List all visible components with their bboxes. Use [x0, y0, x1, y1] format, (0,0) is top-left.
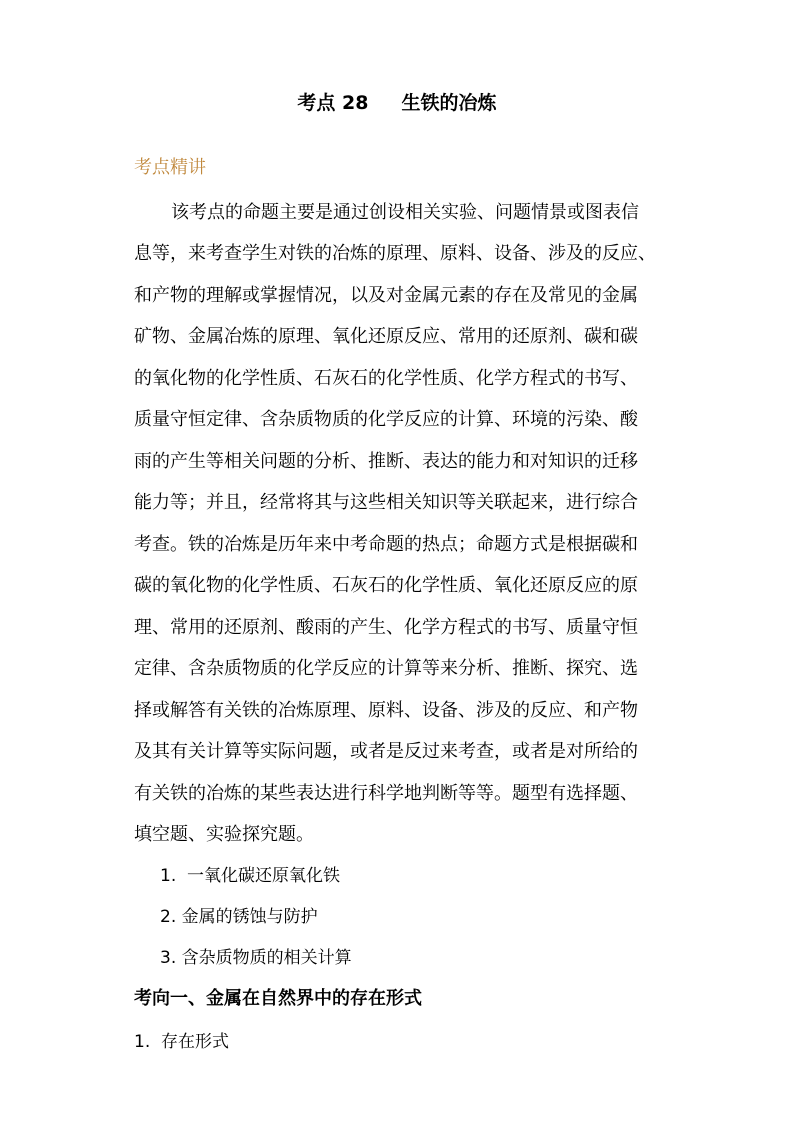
paragraph-line: 质量守恒定律、含杂质物质的化学反应的计算、环境的污染、酸 — [134, 409, 638, 430]
paragraph-line: 考查。铁的冶炼是历年来中考命题的热点；命题方式是根据碳和 — [134, 534, 638, 555]
paragraph-line: 定律、含杂质物质的化学反应的计算等来分析、推断、探究、选 — [134, 658, 638, 679]
sub-item: 1. 存在形式 — [134, 1032, 230, 1052]
paragraph-line: 和产物的理解或掌握情况，以及对金属元素的存在及常见的金属 — [134, 285, 638, 306]
paragraph-line: 的氧化物的化学性质、石灰石的化学性质、化学方程式的书写、 — [134, 368, 638, 389]
section-heading: 考点精讲 — [134, 157, 206, 178]
list-item: 1. 一氧化碳还原氧化铁 — [160, 866, 341, 886]
paragraph-line: 该考点的命题主要是通过创设相关实验、问题情景或图表信 — [171, 202, 639, 223]
paragraph-line: 息等，来考查学生对铁的冶炼的原理、原料、设备、涉及的反应、 — [134, 243, 656, 264]
paragraph-line: 及其有关计算等实际问题，或者是反过来考查，或者是对所给的 — [134, 741, 638, 762]
paragraph-line: 有关铁的冶炼的某些表达进行科学地判断等等。题型有选择题、 — [134, 783, 638, 804]
subheading: 考向一、金属在自然界中的存在形式 — [134, 988, 422, 1009]
page-title: 考点 28 生铁的冶炼 — [297, 92, 497, 114]
paragraph-line: 择或解答有关铁的冶炼原理、原料、设备、涉及的反应、和产物 — [134, 700, 638, 721]
paragraph-line: 填空题、实验探究题。 — [134, 824, 314, 845]
list-item: 2. 金属的锈蚀与防护 — [160, 907, 318, 927]
paragraph-line: 能力等；并且，经常将其与这些相关知识等关联起来，进行综合 — [134, 492, 638, 513]
paragraph-line: 矿物、金属冶炼的原理、氧化还原反应、常用的还原剂、碳和碳 — [134, 326, 638, 347]
paragraph-line: 碳的氧化物的化学性质、石灰石的化学性质、氧化还原反应的原 — [134, 575, 638, 596]
list-item: 3. 含杂质物质的相关计算 — [160, 948, 352, 968]
paragraph-line: 理、常用的还原剂、酸雨的产生、化学方程式的书写、质量守恒 — [134, 617, 638, 638]
paragraph-line: 雨的产生等相关问题的分析、推断、表达的能力和对知识的迁移 — [134, 451, 638, 472]
